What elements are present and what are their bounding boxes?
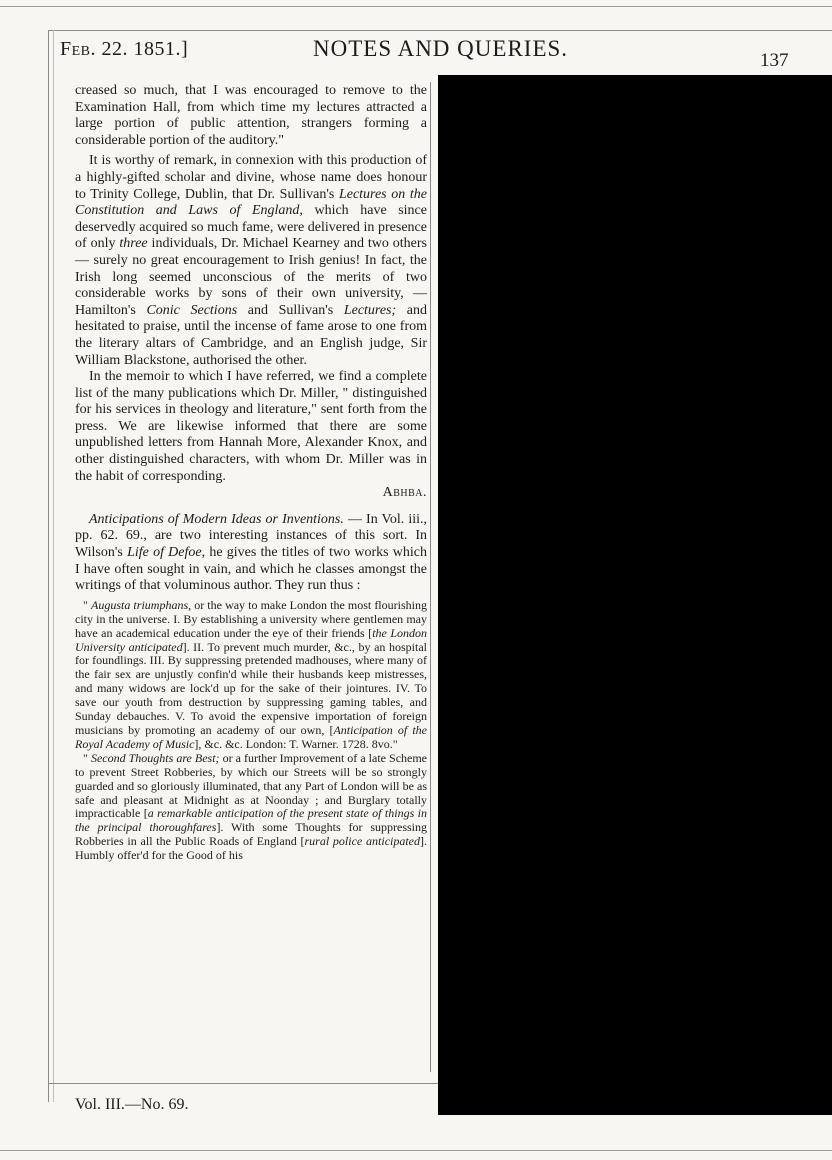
paragraph-anticipations: Anticipations of Modern Ideas or Inventions. — In Vol. iii., pp. 62. 69., are two interesting instances of this sort. In Wilson's Life of Defoe, he gives the titles of two works which I have often sought in vain, and which he classes amongst the writings of that voluminous author. They run thus : [75, 511, 428, 594]
header-title: NOTES AND QUERIES. [313, 36, 569, 61]
top-page-rule [0, 6, 832, 7]
paragraph-sullivan: It is worthy of remark, in connexion with this production of a highly-gifted scholar and divine, whose name does honour to Trinity College, Dublin, that Dr. Sullivan's Lectures on the Constitution and Laws of England, which have since deservedly acquired so much fame, were delivered in presence of only three individuals, Dr. Michael Kearney and two others — surely no great encouragement to Irish genius! In fact, the Irish long seemed unconscious of the merits of two considerable works by sons of their own university, — Hamilton's Conic Sections and Sullivan's Lectures; and hesitated to praise, until the incense of fame arose to one from the literary altars of Cambridge, and an English judge, Sir William Blackstone, authorised the other. [75, 153, 427, 368]
column-divider [430, 82, 431, 1072]
quote-second-thoughts: " Second Thoughts are Best; or a further Improvement of a late Scheme to prevent Street Robberies, by which our Streets will be so strongly guarded and so gloriously illuminated, that any Part of London will be as safe and pleasant at Midnight as at Noonday ; and Burglary totally impracticable [a remarkable anticipation of the present state of things in the principal thoroughfares]. With some Thoughts for suppressing Robberies in all the Public Roads of England [rural police anticipated]. Humbly offer'd for the Good of his [75, 750, 428, 863]
volume-footer: Vol. III.—No. 69. [75, 1096, 189, 1113]
frame-left-rule [48, 30, 49, 1102]
quote-augusta-triumphans: " Augusta triumphans, or the way to make London the most flourishing city in the universe. I. By establishing a university where gentlemen may have an academical education under the eye of their friends [the London University anticipated]. II. To prevent much murder, &c., by an hospital for foundlings. III. By suppressing pretended madhouses, where many of the fair sex are unjustly confin'd while their husbands keep mistresses, and many widows are lock'd up for the sake of their jointures. IV. To save our youth from destruction by suppressing gaming tables, and Sunday debauches. V. To avoid the expensive importation of foreign musicians by promoting an academy of our own, [Anticipation of the Royal Academy of Music], &c. &c. London: T. Warner. 1728. 8vo." [75, 597, 427, 751]
running-header [60, 34, 800, 74]
header-date: Feb. 22. 1851.] [60, 38, 189, 60]
paragraph-memoir: In the memoir to which I have referred, we find a complete list of the many publications which Dr. Miller, " distinguished for his services in theology and literature," sent forth from the press. We are likewise informed that there are some unpublished letters from Hannah More, Alexander Knox, and other distinguished characters, with whom Dr. Miller was in the habit of corresponding. [75, 369, 427, 484]
page-number: 137 [760, 50, 789, 71]
left-column-text [75, 83, 427, 863]
frame-left-inner-rule [53, 30, 54, 1102]
paragraph-continued: creased so much, that I was encouraged to remove to the Examination Hall, from which time my lectures attracted a large portion of public attention, strangers forming a considerable portion of the auditory." [75, 83, 427, 148]
bottom-page-rule [0, 1150, 832, 1151]
redacted-region [438, 75, 832, 1115]
signature: Abhba. [382, 485, 427, 501]
frame-bottom-rule [48, 1083, 438, 1084]
frame-top-rule [48, 30, 832, 31]
